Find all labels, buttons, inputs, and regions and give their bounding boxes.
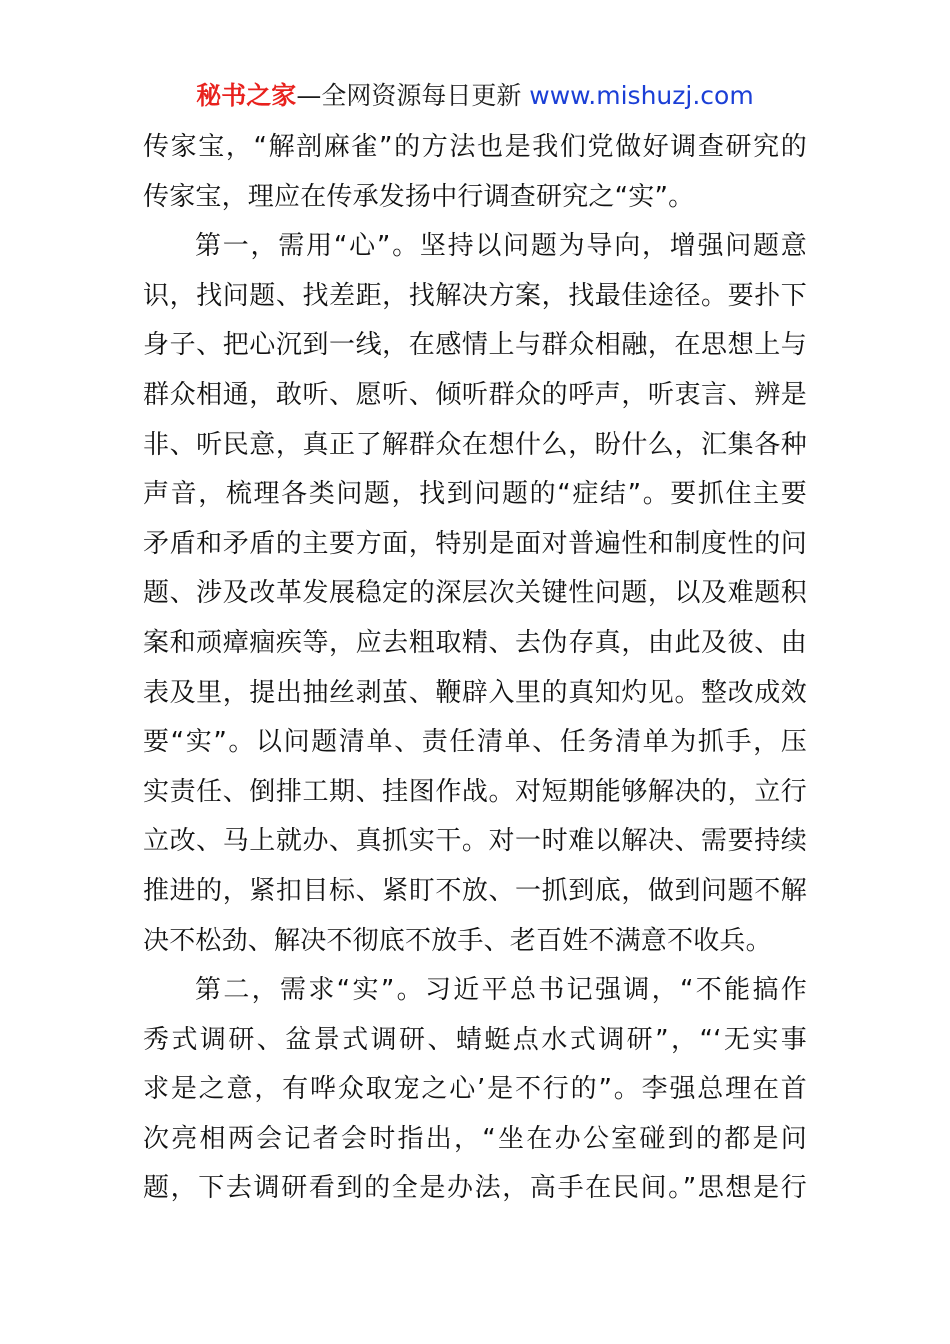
text-line: 矛盾和矛盾的主要方面，特别是面对普遍性和制度性的问 bbox=[143, 528, 807, 559]
paragraph-first-line: 第二，需求“实”。习近平总书记强调，“不能搞作 bbox=[195, 975, 807, 1006]
site-header bbox=[0, 78, 950, 114]
text-line: 次亮相两会记者会时指出，“坐在办公室碰到的都是问 bbox=[143, 1123, 807, 1154]
text-line: 题、涉及改革发展稳定的深层次关键性问题，以及难题积 bbox=[143, 578, 807, 609]
text-line: 非、听民意，真正了解群众在想什么，盼什么，汇集各种 bbox=[143, 429, 807, 460]
text-line: 要“实”。以问题清单、责任清单、任务清单为抓手，压 bbox=[143, 727, 807, 758]
paragraph-first-line: 第一，需用“心”。坚持以问题为导向，增强问题意 bbox=[195, 231, 807, 262]
document-body bbox=[143, 123, 807, 1214]
text-line: 案和顽瘴痼疾等，应去粗取精、去伪存真，由此及彼、由 bbox=[143, 627, 807, 658]
site-tagline: —全网资源每日更新 bbox=[296, 81, 530, 110]
text-line: 传家宝，理应在传承发扬中行调查研究之“实”。 bbox=[143, 181, 695, 212]
text-line: 表及里，提出抽丝剥茧、鞭辟入里的真知灼见。整改成效 bbox=[143, 677, 807, 708]
text-line: 题，下去调研看到的全是办法，高手在民间。”思想是行 bbox=[143, 1173, 807, 1204]
text-line: 秀式调研、盆景式调研、蜻蜓点水式调研”，“‘无实事 bbox=[143, 1024, 807, 1055]
text-line: 群众相通，敢听、愿听、倾听群众的呼声，听衷言、辨是 bbox=[143, 379, 807, 410]
text-line: 身子、把心沉到一线，在感情上与群众相融，在思想上与 bbox=[143, 330, 807, 361]
text-line: 立改、马上就办、真抓实干。对一时难以解决、需要持续 bbox=[143, 826, 807, 857]
site-url-link[interactable]: www.mishuzj.com bbox=[529, 81, 754, 110]
text-line: 传家宝，“解剖麻雀”的方法也是我们党做好调查研究的 bbox=[143, 132, 807, 162]
text-line: 实责任、倒排工期、挂图作战。对短期能够解决的，立行 bbox=[143, 776, 807, 807]
text-line: 求是之意，有哗众取宠之心’是不行的”。李强总理在首 bbox=[143, 1074, 807, 1105]
site-brand: 秘书之家 bbox=[196, 81, 297, 110]
text-line: 决不松劲、解决不彻底不放手、老百姓不满意不收兵。 bbox=[143, 925, 772, 956]
text-line: 声音，梳理各类问题，找到问题的“症结”。要抓住主要 bbox=[143, 479, 807, 510]
text-line: 识，找问题、找差距，找解决方案，找最佳途径。要扑下 bbox=[143, 280, 807, 311]
text-line: 推进的，紧扣目标、紧盯不放、一抓到底，做到问题不解 bbox=[143, 875, 807, 906]
